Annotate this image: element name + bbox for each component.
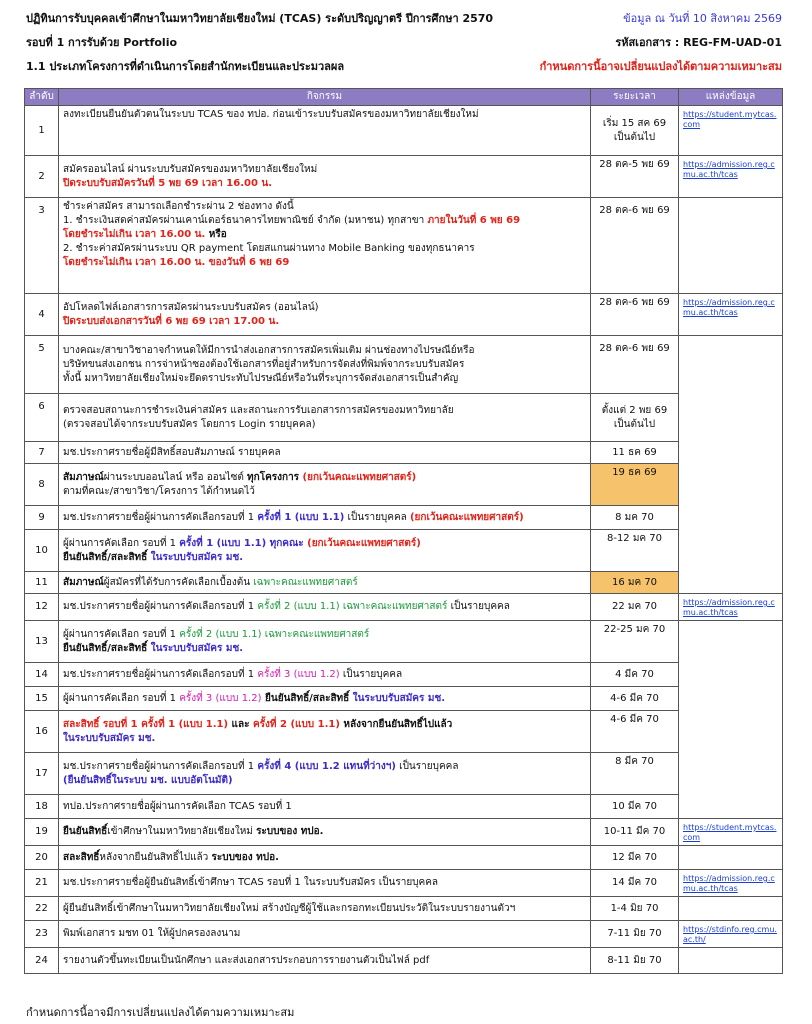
table-row <box>25 846 783 870</box>
table-row <box>25 948 783 974</box>
source-cell <box>679 753 783 795</box>
system-text: (ยืนยันสิทธิ์ในระบบ มช. แบบอัตโนมัติ) <box>63 774 233 786</box>
source-cell <box>679 336 783 394</box>
faculty-text: เฉพาะคณะแพทยศาสตร์ <box>253 576 358 588</box>
source-link[interactable]: https://stdinfo.reg.cmu.ac.th/ <box>683 925 777 944</box>
table-row <box>25 336 783 394</box>
activity-text: ผ่านระบบออนไลน์ หรือ ออนไซต์ <box>103 471 248 483</box>
period-cell: 4-6 มีค 70 <box>591 687 679 711</box>
activity-text: มช.ประกาศรายชื่อผู้ผ่านการคัดเลือกรอบที่ 1 <box>63 760 258 772</box>
type-text: (แบบ 1.2 แทนที่ว่างฯ) <box>291 760 396 772</box>
round-title: รอบที่ 1 การรับด้วย Portfolio <box>26 36 178 49</box>
activity-cell <box>59 846 591 870</box>
type-text: (แบบ 1.2) <box>290 668 340 680</box>
period-text: ตั้งแต่ 2 พย 69 <box>601 404 668 416</box>
activity-text: สัมภาษณ์ <box>63 471 104 483</box>
activity-cell <box>59 294 591 336</box>
round-text: ครั้งที่ 4 <box>257 760 292 772</box>
source-cell <box>679 198 783 294</box>
row-number: 17 <box>25 753 59 795</box>
source-cell <box>679 294 783 336</box>
activity-text: หลังจากยืนยันสิทธิ์ไปแล้ว <box>339 718 453 730</box>
period-text: เป็นต้นไป <box>613 131 656 143</box>
exception-text: (ยกเว้นคณะแพทยศาสตร์) <box>299 471 417 483</box>
table-row <box>25 530 783 572</box>
period-cell: 8 มีค 70 <box>591 753 679 795</box>
period-cell: 8-11 มิย 70 <box>591 948 679 974</box>
activity-text: ยืนยันสิทธิ์/สละสิทธิ์ <box>261 692 353 704</box>
activity-text: (ตรวจสอบได้จากระบบรับสมัคร โดยการ Login รายบุคคล) <box>63 418 316 430</box>
type-text: (แบบ 1.1) <box>291 511 345 523</box>
table-row <box>25 572 783 594</box>
change-notice: กำหนดการนี้อาจเปลี่ยนแปลงได้ตามความเหมาะสม <box>539 60 782 73</box>
period-cell: 28 ตค-6 พย 69 <box>591 198 679 294</box>
activity-cell: รายงานตัวขึ้นทะเบียนเป็นนักศึกษา และส่งเอกสารประกอบการรายงานตัวเป็นไฟล์ pdf <box>59 948 591 974</box>
period-cell <box>591 106 679 156</box>
source-link[interactable]: https://student.mytcas.com <box>683 110 777 129</box>
faculty-text: เฉพาะคณะแพทยศาสตร์ <box>339 601 448 612</box>
activity-text: เป็นรายบุคคล <box>339 668 403 680</box>
type-text: (แบบ 1.1) <box>212 628 262 640</box>
deadline-text: ปิดระบบส่งเอกสารวันที่ 6 พย 69 เวลา 17.00 น. <box>63 315 280 327</box>
activity-text: 1. ชำระเงินสดค่าสมัครผ่านเคาน์เตอร์ธนาคารไทยพาณิชย์ จำกัด (มหาชน) ทุกสาขา <box>63 215 428 226</box>
activity-text: สัมภาษณ์ <box>63 576 104 588</box>
activity-text: ยืนยันสิทธิ์ <box>63 826 108 837</box>
col-header-activity: กิจกรรม <box>59 89 591 106</box>
activity-text: สละสิทธิ์ <box>63 851 100 863</box>
type-text: (แบบ 1.2) <box>212 692 262 704</box>
round-text: ครั้งที่ 1 <box>179 537 214 549</box>
row-number: 10 <box>25 530 59 572</box>
date-info: ข้อมูล ณ วันที่ 10 สิงหาคม 2569 <box>623 12 782 25</box>
activity-text: เป็นรายบุคคล <box>344 511 410 523</box>
system-text: ในระบบรับสมัคร มช. <box>63 732 156 744</box>
row-number: 4 <box>25 294 59 336</box>
table-row <box>25 687 783 711</box>
activity-text: เข้าศึกษาในมหาวิทยาลัยเชียงใหม่ <box>107 826 257 837</box>
period-cell: 11 ธค 69 <box>591 442 679 464</box>
row-number: 8 <box>25 464 59 506</box>
table-row <box>25 442 783 464</box>
row-number: 3 <box>25 198 59 294</box>
activity-cell <box>59 336 591 394</box>
section-title: 1.1 ประเภทโครงการที่ดำเนินการโดยสำนักทะเบียนและประมวลผล <box>26 60 345 73</box>
activity-cell <box>59 621 591 663</box>
type-text: (แบบ 1.1) <box>290 601 340 612</box>
cancel-text: ครั้งที่ 2 (แบบ 1.1) <box>252 718 340 730</box>
source-cell <box>679 530 783 572</box>
deadline-text: ภายในวันที่ 6 พย 69 <box>427 215 521 226</box>
source-cell <box>679 394 783 442</box>
activity-cell <box>59 819 591 846</box>
period-cell-highlight: 19 ธค 69 <box>591 464 679 506</box>
table-row <box>25 819 783 846</box>
period-cell: 10 มีค 70 <box>591 795 679 819</box>
activity-cell <box>59 394 591 442</box>
round-text: ครั้งที่ 3 <box>257 668 291 680</box>
source-cell <box>679 506 783 530</box>
activity-text: อัปโหลดไฟล์เอกสารการสมัครผ่านระบบรับสมัคร (ออนไลน์) <box>63 301 319 313</box>
source-link[interactable]: https://admission.reg.cmu.ac.th/tcas <box>683 598 775 617</box>
activity-text: ทุกคณะ <box>266 537 308 549</box>
source-cell <box>679 464 783 506</box>
period-cell-highlight: 16 มค 70 <box>591 572 679 594</box>
row-number: 24 <box>25 948 59 974</box>
activity-cell <box>59 753 591 795</box>
table-row <box>25 464 783 506</box>
table-row <box>25 594 783 621</box>
table-row <box>25 870 783 897</box>
row-number: 2 <box>25 156 59 198</box>
source-cell <box>679 442 783 464</box>
period-text: เป็นต้นไป <box>613 418 656 430</box>
activity-text: ทุกโครงการ <box>247 471 300 483</box>
activity-cell <box>59 156 591 198</box>
activity-cell: พิมพ์เอกสาร มชท 01 ให้ผู้ปกครองลงนาม <box>59 921 591 948</box>
exception-text: (ยกเว้นคณะแพทยศาสตร์) <box>409 511 524 523</box>
system-text: ระบบของ ทปอ. <box>256 826 324 837</box>
col-header-no: ลำดับ <box>25 89 59 106</box>
source-link[interactable]: https://admission.reg.cmu.ac.th/tcas <box>683 874 775 893</box>
row-number: 23 <box>25 921 59 948</box>
row-number: 1 <box>25 106 59 156</box>
activity-text: และ <box>228 718 253 730</box>
activity-text: หลังจากยืนยันสิทธิ์ไปแล้ว <box>99 851 212 863</box>
page-title: ปฏิทินการรับบุคคลเข้าศึกษาในมหาวิทยาลัยเชียงใหม่ (TCAS) ระดับปริญญาตรี ปีการศึกษา 2570 <box>26 12 494 25</box>
source-cell <box>679 156 783 198</box>
activity-text: ยืนยันสิทธิ์/สละสิทธิ์ <box>63 551 151 563</box>
source-cell <box>679 846 783 870</box>
row-number: 21 <box>25 870 59 897</box>
row-number: 16 <box>25 711 59 753</box>
source-cell <box>679 572 783 594</box>
period-text: เริ่ม 15 สค 69 <box>602 117 667 129</box>
activity-text: เป็นรายบุคคล <box>447 601 510 612</box>
activity-cell: ทปอ.ประกาศรายชื่อผู้ผ่านการคัดเลือก TCAS รอบที่ 1 <box>59 795 591 819</box>
period-cell: 28 ตค-5 พย 69 <box>591 156 679 198</box>
activity-cell: มช.ประกาศรายชื่อผู้ยืนยันสิทธิ์เข้าศึกษา TCAS รอบที่ 1 ในระบบรับสมัคร เป็นรายบุคคล <box>59 870 591 897</box>
period-cell: 28 ตค-6 พย 69 <box>591 294 679 336</box>
source-cell <box>679 870 783 897</box>
source-cell <box>679 795 783 819</box>
period-cell: 4-6 มีค 70 <box>591 711 679 753</box>
source-cell <box>679 621 783 663</box>
row-number: 13 <box>25 621 59 663</box>
activity-text: ชำระค่าสมัคร สามารถเลือกชำระผ่าน 2 ช่องทาง ดังนี้ <box>63 201 294 212</box>
activity-text: ผู้ผ่านการคัดเลือก รอบที่ 1 <box>63 537 180 549</box>
deadline-text: โดยชำระไม่เกิน เวลา 16.00 น. <box>63 229 206 240</box>
row-number: 12 <box>25 594 59 621</box>
table-row <box>25 753 783 795</box>
activity-cell <box>59 464 591 506</box>
activity-text: ตามที่คณะ/สาขาวิชา/โครงการ ได้กำหนดไว้ <box>63 485 255 497</box>
period-cell: 8 มค 70 <box>591 506 679 530</box>
period-cell: 10-11 มีค 70 <box>591 819 679 846</box>
activity-cell <box>59 572 591 594</box>
activity-text: มช.ประกาศรายชื่อผู้ผ่านการคัดเลือกรอบที่ 1 <box>63 601 258 612</box>
period-cell <box>591 394 679 442</box>
activity-text: ลงทะเบียนยืนยันตัวตนในระบบ TCAS ของ ทปอ. ก่อนเข้าระบบรับสมัครของมหาวิทยาลัยเชียงใหม่ <box>63 109 479 120</box>
faculty-text: เฉพาะคณะแพทยศาสตร์ <box>261 628 370 640</box>
activity-text: สมัครออนไลน์ ผ่านระบบรับสมัครของมหาวิทยาลัยเชียงใหม่ <box>63 163 318 175</box>
activity-text: มช.ประกาศรายชื่อผู้ผ่านการคัดเลือกรอบที่ 1 <box>63 668 258 680</box>
row-number: 22 <box>25 897 59 921</box>
row-number: 5 <box>25 336 59 394</box>
source-cell <box>679 948 783 974</box>
row-number: 6 <box>25 394 59 442</box>
table-row <box>25 106 783 156</box>
source-link[interactable]: https://student.mytcas.com <box>683 823 777 842</box>
activity-text: 2. ชำระค่าสมัครผ่านระบบ QR payment โดยสแกนผ่านทาง Mobile Banking ของทุกธนาคาร <box>63 243 475 254</box>
activity-cell <box>59 198 591 294</box>
row-number: 9 <box>25 506 59 530</box>
activity-cell <box>59 663 591 687</box>
activity-cell: ผู้ยืนยันสิทธิ์เข้าศึกษาในมหาวิทยาลัยเชียงใหม่ สร้างบัญชีผู้ใช้และกรอกทะเบียนประวัติในระบบรายงานตัวฯ <box>59 897 591 921</box>
period-cell: 22-25 มค 70 <box>591 621 679 663</box>
col-header-source: แหล่งข้อมูล <box>679 89 783 106</box>
source-cell <box>679 594 783 621</box>
row-number: 15 <box>25 687 59 711</box>
period-cell: 4 มีค 70 <box>591 663 679 687</box>
schedule-table <box>24 88 783 974</box>
period-cell: 8-12 มค 70 <box>591 530 679 572</box>
table-row <box>25 711 783 753</box>
period-cell: 28 ตค-6 พย 69 <box>591 336 679 394</box>
table-header-row <box>25 89 783 106</box>
activity-text: ผู้ผ่านการคัดเลือก รอบที่ 1 <box>63 628 180 640</box>
source-cell <box>679 711 783 753</box>
activity-text: บริษัทขนส่งเอกชน การจ่าหน้าซองต้องใช้เอกสารที่อยู่สำหรับการจัดส่งที่พิมพ์จากระบบรับสมัคร <box>63 358 465 370</box>
row-number: 7 <box>25 442 59 464</box>
activity-text: หรือ <box>205 229 227 240</box>
system-text: ในระบบรับสมัคร มช. <box>150 642 244 654</box>
system-text: ในระบบรับสมัคร มช. <box>352 692 446 704</box>
deadline-text: ปิดระบบรับสมัครวันที่ 5 พย 69 เวลา 16.00 น. <box>63 177 273 189</box>
activity-cell <box>59 687 591 711</box>
doc-code: รหัสเอกสาร : REG-FM-UAD-01 <box>615 36 782 49</box>
row-number: 14 <box>25 663 59 687</box>
system-text: ในระบบรับสมัคร มช. <box>150 551 244 563</box>
round-text: ครั้งที่ 2 <box>257 601 291 612</box>
activity-cell: มช.ประกาศรายชื่อผู้มีสิทธิ์สอบสัมภาษณ์ รายบุคคล <box>59 442 591 464</box>
exception-text: (ยกเว้นคณะแพทยศาสตร์) <box>307 537 421 549</box>
source-cell <box>679 106 783 156</box>
table-row <box>25 921 783 948</box>
table-row <box>25 621 783 663</box>
source-cell <box>679 921 783 948</box>
source-cell <box>679 687 783 711</box>
period-cell: 22 มค 70 <box>591 594 679 621</box>
activity-cell <box>59 530 591 572</box>
activity-cell <box>59 106 591 156</box>
table-row <box>25 394 783 442</box>
activity-text: บางคณะ/สาขาวิชาอาจกำหนดให้มีการนำส่งเอกสารการสมัครเพิ่มเติม ผ่านช่องทางไปรษณีย์หรือ <box>63 344 475 356</box>
activity-text: ทั้งนี้ มหาวิทยาลัยเชียงใหม่จะยึดตราประทับไปรษณีย์หรือวันที่ระบุการจัดส่งเอกสารเป็นสำคัญ <box>63 372 459 384</box>
table-row <box>25 506 783 530</box>
row-number: 11 <box>25 572 59 594</box>
activity-text: ผู้ผ่านการคัดเลือก รอบที่ 1 <box>63 692 180 704</box>
activity-text: ยืนยันสิทธิ์/สละสิทธิ์ <box>63 642 151 654</box>
footer-note: กำหนดการนี้อาจมีการเปลี่ยนแปลงได้ตามความเหมาะสม <box>26 1006 295 1019</box>
activity-cell <box>59 594 591 621</box>
table-row <box>25 156 783 198</box>
source-link[interactable]: https://admission.reg.cmu.ac.th/tcas <box>683 160 775 179</box>
activity-cell <box>59 506 591 530</box>
row-number: 19 <box>25 819 59 846</box>
period-cell: 1-4 มิย 70 <box>591 897 679 921</box>
table-row <box>25 198 783 294</box>
source-cell <box>679 819 783 846</box>
table-row <box>25 897 783 921</box>
round-text: ครั้งที่ 1 <box>257 511 292 523</box>
period-cell: 7-11 มิย 70 <box>591 921 679 948</box>
source-cell <box>679 663 783 687</box>
row-number: 18 <box>25 795 59 819</box>
table-row <box>25 663 783 687</box>
round-text: ครั้งที่ 3 <box>179 692 213 704</box>
row-number: 20 <box>25 846 59 870</box>
activity-text: เป็นรายบุคคล <box>395 760 459 772</box>
round-text: ครั้งที่ 2 <box>179 628 213 640</box>
col-header-period: ระยะเวลา <box>591 89 679 106</box>
activity-text: ผู้สมัครที่ได้รับการคัดเลือกเบื้องต้น <box>103 576 254 588</box>
table-row <box>25 795 783 819</box>
activity-text: มช.ประกาศรายชื่อผู้ผ่านการคัดเลือกรอบที่ 1 <box>63 511 258 523</box>
system-text: ระบบของ ทปอ. <box>211 851 279 863</box>
source-cell <box>679 897 783 921</box>
activity-cell <box>59 711 591 753</box>
deadline-text: โดยชำระไม่เกิน เวลา 16.00 น. ของวันที่ 6 พย 69 <box>63 257 290 268</box>
table-row <box>25 294 783 336</box>
period-cell: 14 มีค 70 <box>591 870 679 897</box>
cancel-text: สละสิทธิ์ รอบที่ 1 ครั้งที่ 1 (แบบ 1.1) <box>63 718 229 730</box>
period-cell: 12 มีค 70 <box>591 846 679 870</box>
type-text: (แบบ 1.1) <box>213 537 267 549</box>
activity-text: ตรวจสอบสถานะการชำระเงินค่าสมัคร และสถานะการรับเอกสารการสมัครของมหาวิทยาลัย <box>63 404 454 416</box>
source-link[interactable]: https://admission.reg.cmu.ac.th/tcas <box>683 298 775 317</box>
